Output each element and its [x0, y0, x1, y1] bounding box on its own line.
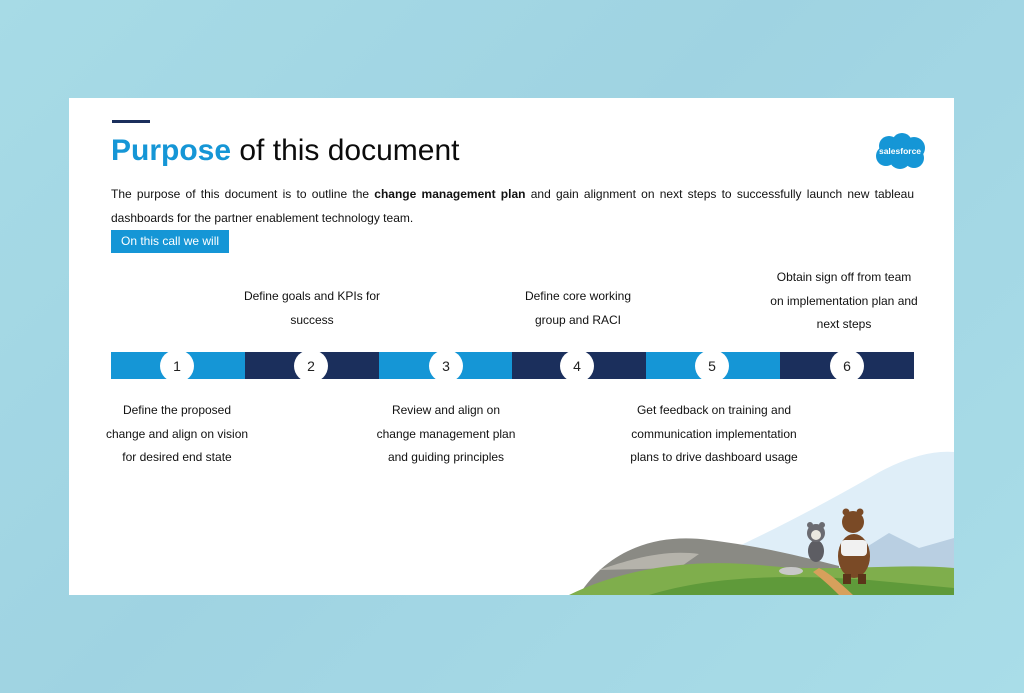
title-highlight: Purpose [111, 134, 232, 167]
step-2-label: Define goals and KPIs for success [243, 289, 381, 327]
step-6-node: 6 [830, 350, 864, 382]
slide [69, 98, 954, 595]
step-2-node: 2 [294, 350, 328, 382]
step-3-node: 3 [429, 350, 463, 382]
on-this-call-badge: On this call we will [111, 230, 229, 253]
step-4-label: Define core working group and RACI [524, 289, 632, 327]
timeline-bar [111, 352, 914, 379]
intro-paragraph [111, 182, 914, 230]
logo-text: salesforce [878, 146, 922, 156]
intro-before: The purpose of this document is to outline the [111, 187, 375, 201]
step-3-label: Review and align on change management plan and guiding principles [376, 403, 516, 464]
step-1-node: 1 [160, 350, 194, 382]
mascot-landscape-illustration [569, 438, 954, 595]
step-5-node: 5 [695, 350, 729, 382]
step-4-node: 4 [560, 350, 594, 382]
step-5-label: Get feedback on training and communication implementation plans to drive dashboard usage [630, 403, 798, 464]
title-rest: of this document [239, 134, 460, 167]
intro-after: and gain alignment on next steps to successfully launch new tableau dashboards for the partner enablement technology team. [111, 187, 914, 225]
step-6-label: Obtain sign off from team on implementation plan and next steps [770, 270, 918, 331]
intro-bold: change management plan [374, 187, 526, 201]
title-accent-bar [112, 120, 150, 123]
step-1-label: Define the proposed change and align on vision for desired end state [105, 403, 249, 464]
page-title [111, 134, 460, 168]
